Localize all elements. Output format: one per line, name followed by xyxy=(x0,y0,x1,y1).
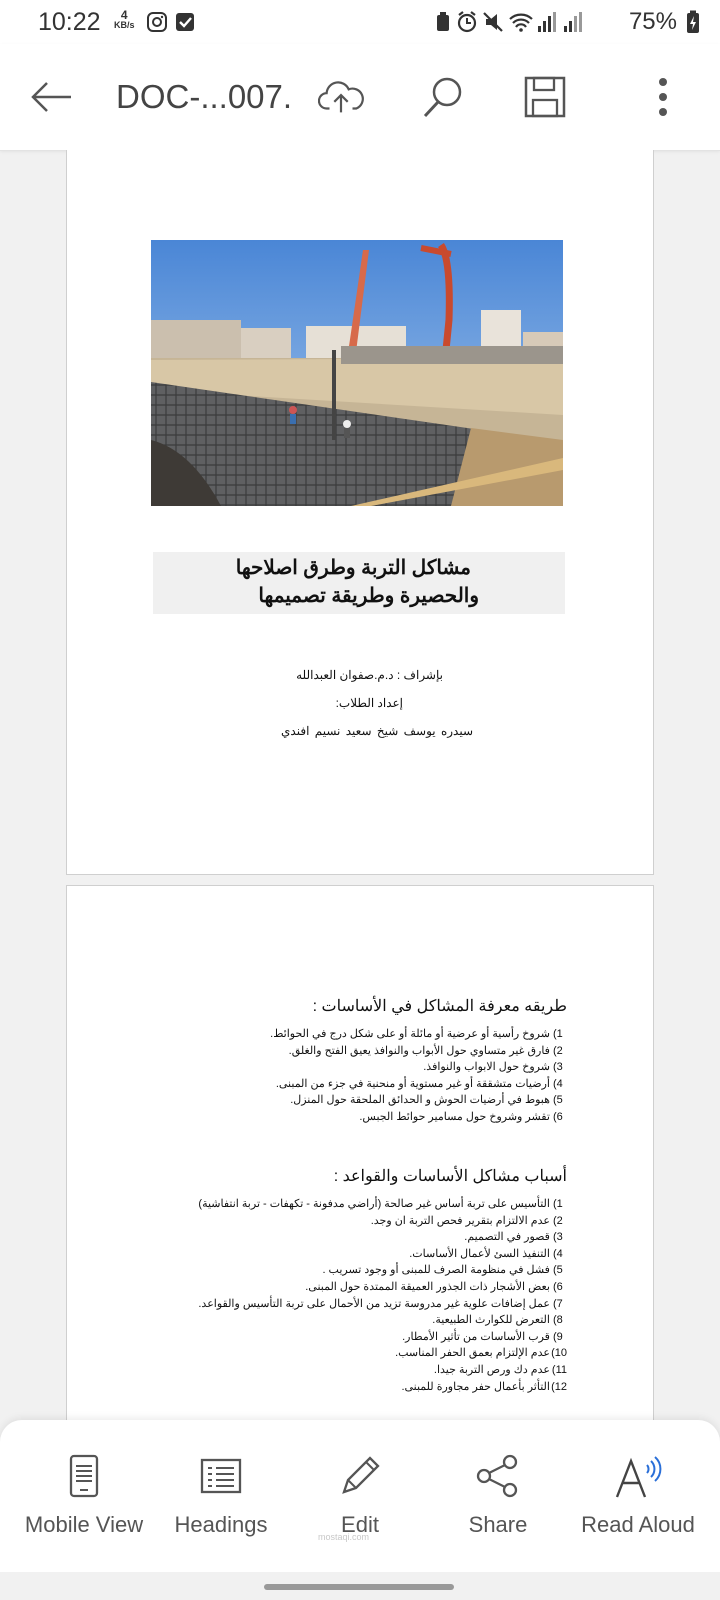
section-heading-detection: طريقه معرفة المشاكل في الأساسات : xyxy=(312,998,567,1015)
list-item: 9) قرب الأساسات من تأثير الأمطار. xyxy=(402,1330,563,1343)
list-item: 5) فشل في منظومة الصرف للمبنى أو وجود تسريب . xyxy=(322,1264,563,1277)
network-speed xyxy=(114,10,135,30)
list-item: 12) التأثر بأعمال حفر مجاورة للمبنى. xyxy=(401,1380,567,1393)
system-nav-bar xyxy=(0,1572,720,1600)
mobile-view-button[interactable] xyxy=(14,1420,154,1572)
notification-icons xyxy=(147,11,197,38)
section-heading-causes: أسباب مشاكل الأساسات والقواعد : xyxy=(333,1168,567,1185)
cloud-upload-icon xyxy=(318,77,364,117)
mobile-view-icon xyxy=(69,1454,99,1498)
status-time: 10:22 xyxy=(38,8,101,36)
battery-charging-icon xyxy=(686,10,700,34)
back-button[interactable] xyxy=(28,74,74,120)
list-item: 8) التعرض للكوارث الطبيعية. xyxy=(432,1314,563,1327)
list-item: 3) قصور في التصميم. xyxy=(464,1231,563,1244)
detection-list xyxy=(270,1026,567,1126)
save-icon xyxy=(523,75,567,119)
read-aloud-label: Read Aloud xyxy=(581,1512,695,1537)
search-button[interactable] xyxy=(420,74,466,120)
edit-label: Edit xyxy=(341,1512,379,1537)
upload-button[interactable] xyxy=(318,74,364,120)
list-item: 6) بعض الأشجار ذات الجذور العميقة الممتدة حول المبنى. xyxy=(305,1280,563,1293)
supervisor-text: بإشراف : د.م.صفوان العبدالله xyxy=(296,668,443,682)
construction-photo xyxy=(151,240,563,506)
document-page-1[interactable] xyxy=(66,150,654,875)
list-item: 5) هبوط في أرضيات الحوش و الحدائق الملحقة حول المنزل. xyxy=(290,1094,563,1107)
watermark-text: mostaqi.com xyxy=(318,1532,370,1542)
system-status-icons xyxy=(434,8,700,36)
document-title-line-1: مشاكل التربة وطرق اصلاحها xyxy=(235,557,471,579)
more-options-button[interactable] xyxy=(640,74,686,120)
list-item: 1) التأسيس على تربة أساس غير صالحة (أراضي مدفونة - تكهفات - تربة انتفاشية) xyxy=(198,1198,563,1210)
prepared-by-label: إعداد الطلاب: xyxy=(335,696,403,710)
alarm-icon xyxy=(459,12,475,31)
mobile-view-label: Mobile View xyxy=(24,1512,144,1537)
network-speed-unit: KB/s xyxy=(114,20,135,30)
list-item: 11) عدم دك ورص التربة جيدا. xyxy=(433,1363,567,1376)
causes-list xyxy=(198,1196,567,1395)
list-item: 1) شروخ رأسية أو عرضية أو مائلة أو على شكل درج في الحوائط. xyxy=(270,1028,563,1040)
wifi-icon xyxy=(510,15,532,32)
status-bar xyxy=(0,0,720,44)
battery-saver-icon xyxy=(437,12,449,31)
share-label: Share xyxy=(468,1512,528,1537)
home-gesture-handle[interactable] xyxy=(264,1584,454,1590)
save-button[interactable] xyxy=(522,74,568,120)
mute-icon xyxy=(484,13,502,31)
document-page-2[interactable] xyxy=(66,885,654,1426)
list-item: 7) عمل إضافات علوية غير مدروسة تزيد من الأحمال على تربة التأسيس والقواعد. xyxy=(198,1297,563,1310)
network-speed-value: 4 xyxy=(120,8,128,22)
instagram-icon xyxy=(148,13,166,31)
document-title-line-2: والحصيرة وطريقة تصميمها xyxy=(258,585,479,607)
headings-label: Headings xyxy=(174,1512,268,1537)
battery-percent: 75% xyxy=(628,8,677,35)
headings-button[interactable] xyxy=(151,1420,291,1572)
document-title-box xyxy=(153,552,565,614)
signal-icon-2 xyxy=(564,12,582,32)
list-item: 6) تقشر وشروخ حول مسامير حوائط الجبس. xyxy=(359,1110,563,1123)
more-vert-icon xyxy=(657,77,669,117)
edit-pencil-icon xyxy=(338,1454,382,1498)
share-button[interactable] xyxy=(428,1420,568,1572)
signal-icon-1 xyxy=(538,12,556,32)
document-title: DOC-...007. xyxy=(116,78,293,115)
share-icon xyxy=(476,1454,520,1498)
edit-button[interactable] xyxy=(290,1420,430,1572)
list-item: 10) عدم الإلتزام بعمق الحفر المناسب. xyxy=(395,1347,567,1360)
list-item: 2) عدم الالتزام بتقرير فحص التربة ان وجد. xyxy=(370,1214,563,1227)
list-item: 4) أرضيات متشققة أو غير مستوية أو منحنية في جزء من المبنى. xyxy=(275,1077,563,1090)
read-aloud-button[interactable] xyxy=(568,1420,708,1572)
search-icon xyxy=(421,75,465,119)
students-names: سيدره يوسف شيخ سعيد نسيم افندي xyxy=(281,724,473,738)
read-aloud-icon xyxy=(613,1453,663,1499)
headings-icon xyxy=(200,1458,242,1494)
bottom-action-bar xyxy=(0,1420,720,1572)
list-item: 4) التنفيذ السئ لأعمال الأساسات. xyxy=(409,1247,563,1260)
app-toolbar xyxy=(0,44,720,151)
back-arrow-icon xyxy=(29,80,73,114)
list-item: 2) فارق غير متساوي حول الأبواب والنوافذ يعيق الفتح والغلق. xyxy=(288,1044,563,1057)
checkbox-icon xyxy=(176,13,194,31)
list-item: 3) شروخ حول الابواب والنوافذ. xyxy=(423,1061,563,1074)
